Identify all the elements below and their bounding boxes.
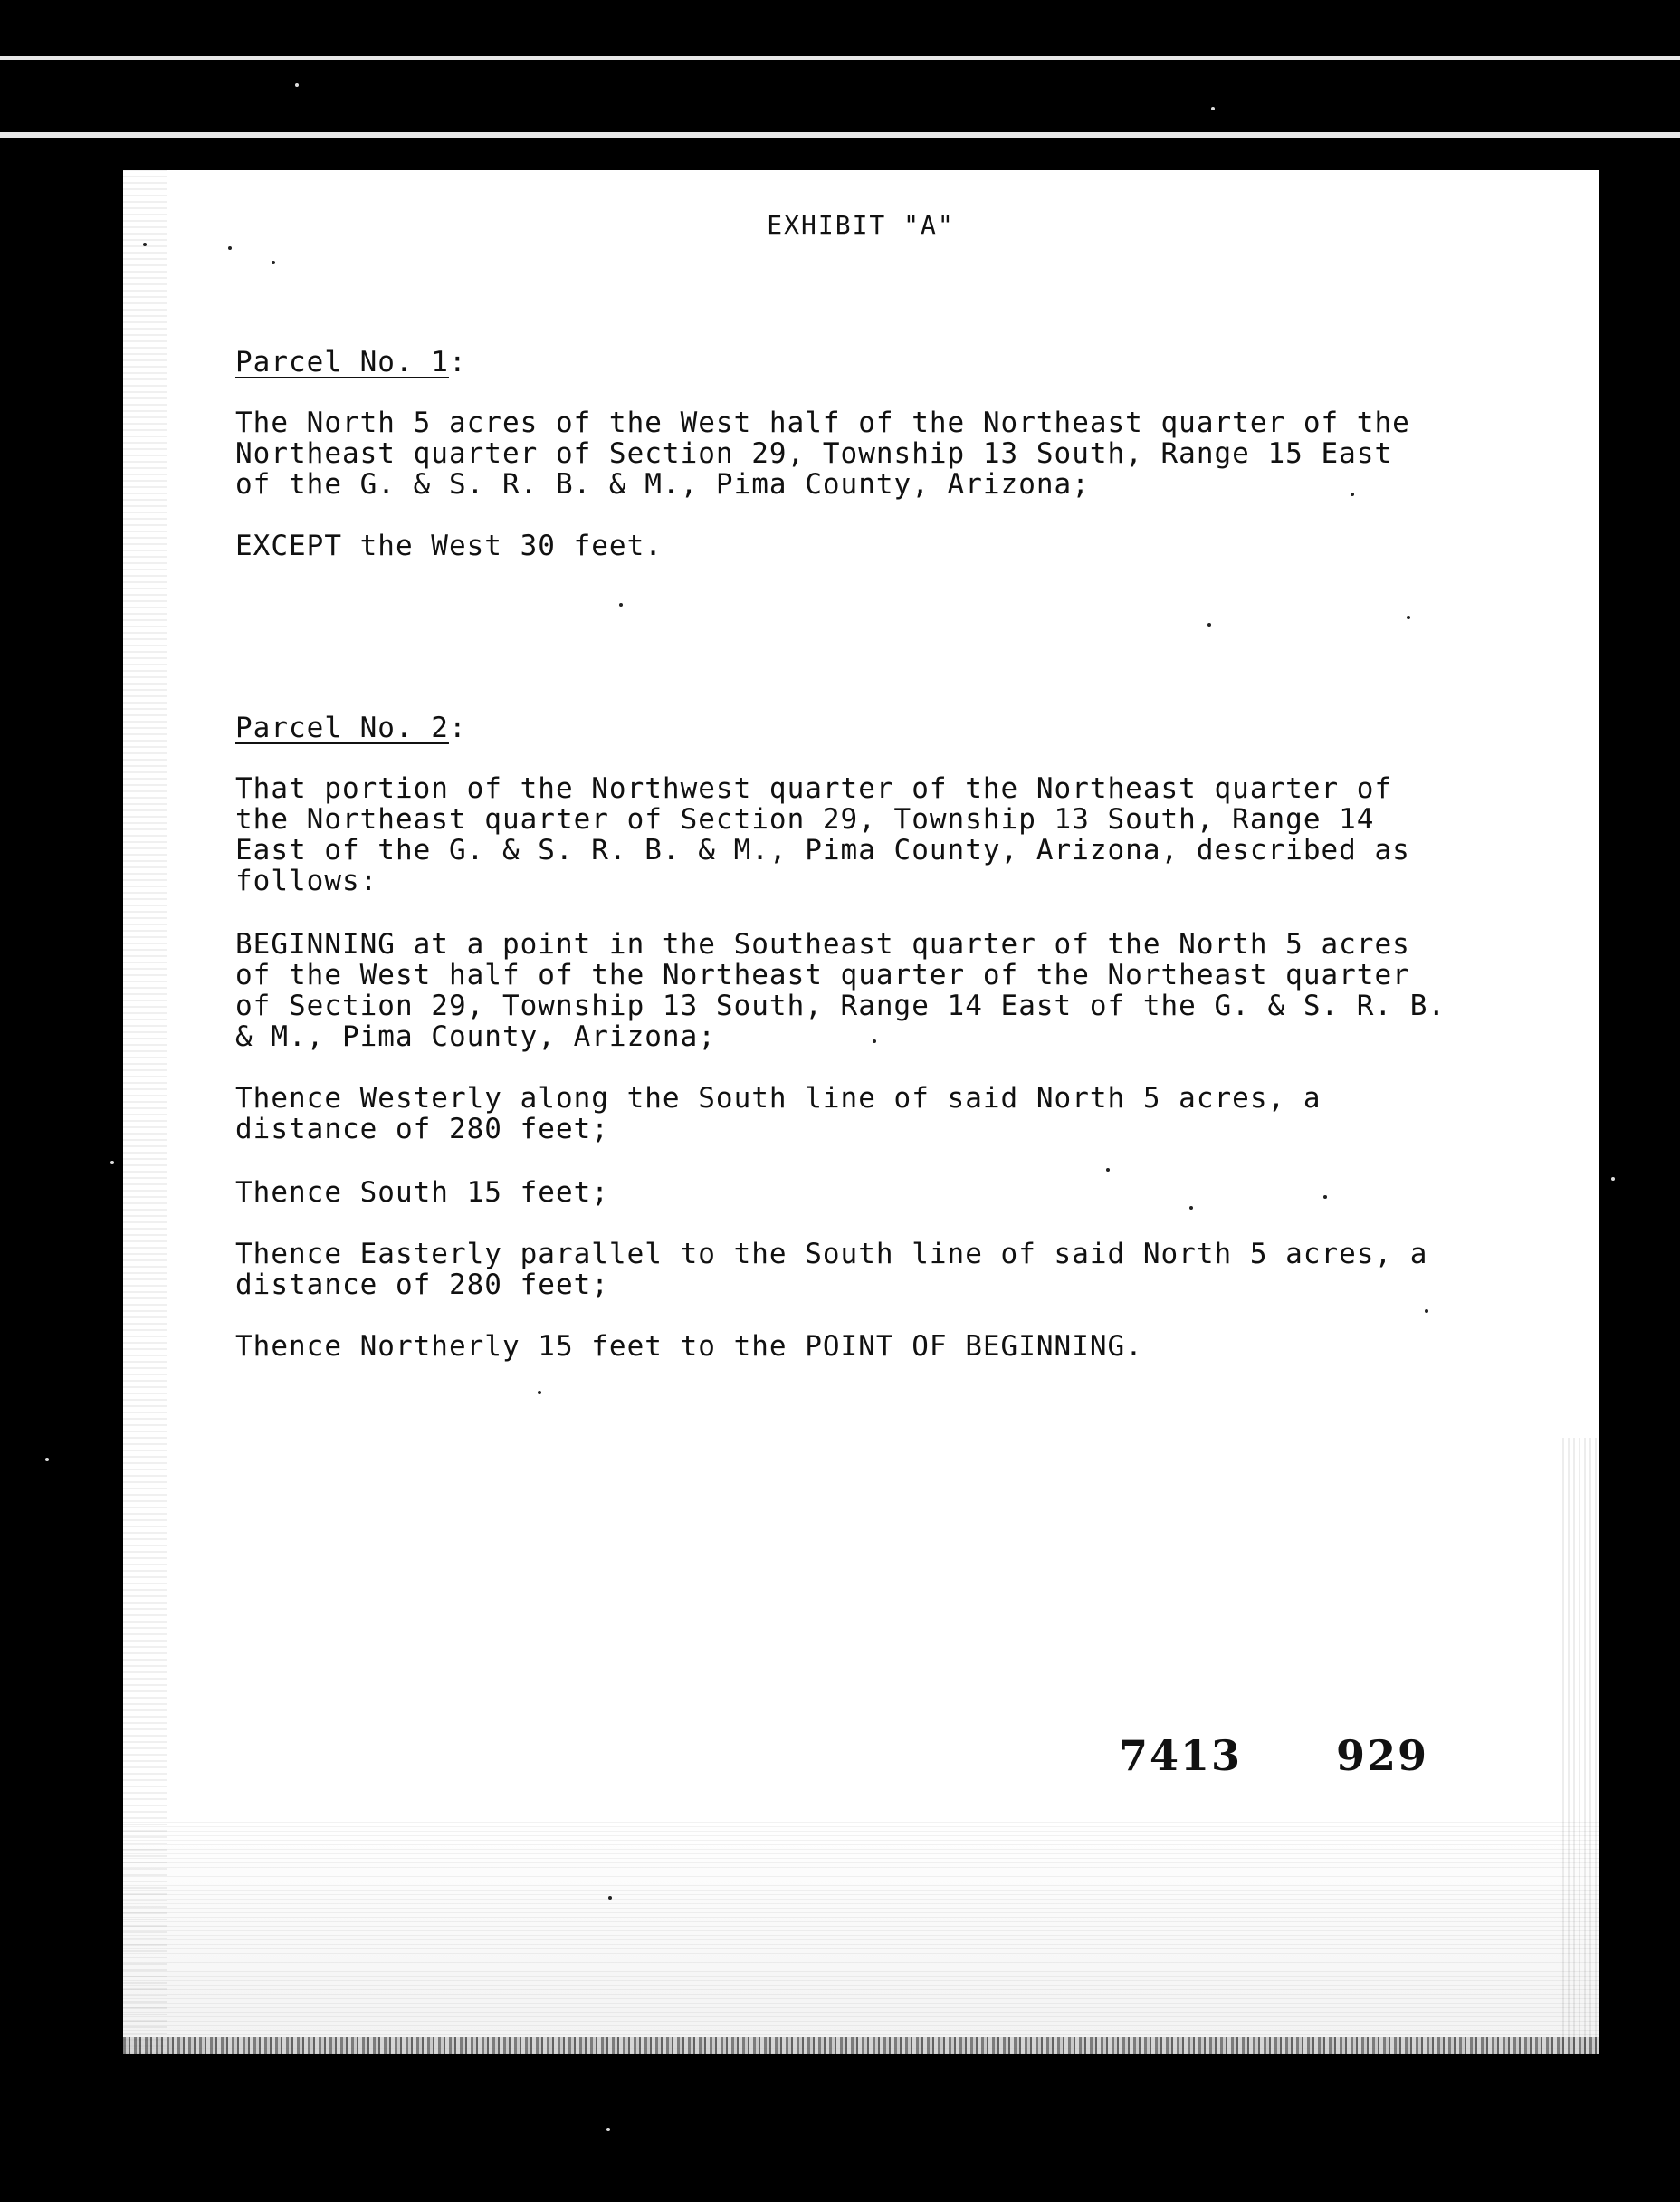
scan-speck: [1189, 1206, 1193, 1210]
parcel-1-heading-label: Parcel No. 1: [235, 346, 449, 378]
scan-bottom-edge: [123, 2037, 1599, 2054]
scan-speck: [1407, 616, 1410, 619]
scan-speck: [1425, 1309, 1428, 1313]
parcel-1-exception: EXCEPT the West 30 feet.: [235, 530, 663, 562]
recording-docket-number: 7413: [1119, 1731, 1243, 1780]
parcel-2-thence-south: Thence South 15 feet;: [235, 1176, 609, 1209]
scan-noise-left: [123, 170, 167, 2054]
scan-speck: [1211, 107, 1215, 110]
scan-speck: [143, 243, 147, 246]
parcel-1-heading-colon: :: [448, 346, 467, 378]
recording-stamp: [1119, 1731, 1428, 1780]
scan-speck: [606, 2128, 610, 2131]
document-page: [123, 170, 1599, 2054]
recording-page-number: 929: [1336, 1731, 1429, 1780]
scan-speck: [1611, 1177, 1615, 1181]
scan-speck: [619, 603, 623, 607]
parcel-2-heading-label: Parcel No. 2: [235, 712, 449, 744]
scan-speck: [1351, 493, 1354, 496]
parcel-2-description: That portion of the Northwest quarter of the Northeast quarter of the Northeast quarter of Section 29, Township 13 South, Range 14 East of the G. & S. R. B. & M., Pima County, Arizona, described as follows:: [235, 772, 1410, 897]
parcel-2-thence-northerly: Thence Northerly 15 feet to the POINT OF BEGINNING.: [235, 1330, 1143, 1363]
parcel-2-beginning: BEGINNING at a point in the Southeast quarter of the North 5 acres of the West half of the Northeast quarter of the Northeast quarter of Section 29, Township 13 South, Range 14 East of the G. & S. R. B. & M., Pima County, Arizona;: [235, 928, 1446, 1053]
scan-speck: [1208, 623, 1211, 627]
scan-speck: [295, 83, 299, 87]
parcel-2-heading-colon: :: [448, 712, 467, 744]
scan-speck: [873, 1039, 876, 1043]
parcel-1-heading: [235, 346, 467, 378]
scan-speck: [228, 246, 232, 250]
scan-speck: [538, 1391, 541, 1394]
scan-speck: [1323, 1195, 1327, 1199]
exhibit-title: EXHIBIT "A": [767, 210, 955, 240]
parcel-2-thence-westerly: Thence Westerly along the South line of said North 5 acres, a distance of 280 feet;: [235, 1082, 1322, 1145]
scan-speck: [608, 1896, 612, 1900]
scan-border-line-lower: [0, 132, 1680, 138]
scan-speck: [1106, 1168, 1110, 1172]
scan-speck: [110, 1161, 114, 1164]
scan-speck: [272, 261, 275, 264]
parcel-2-heading: [235, 712, 467, 744]
scan-noise-bottom: [123, 1818, 1599, 2054]
parcel-2-thence-easterly: Thence Easterly parallel to the South line of said North 5 acres, a distance of 280 feet;: [235, 1238, 1428, 1301]
scan-border-line-top: [0, 56, 1680, 60]
parcel-1-description: The North 5 acres of the West half of the Northeast quarter of the Northeast quarter of Section 29, Township 13 South, Range 15 East of the G. & S. R. B. & M., Pima County, Arizona;: [235, 407, 1410, 501]
scan-speck: [45, 1458, 49, 1461]
